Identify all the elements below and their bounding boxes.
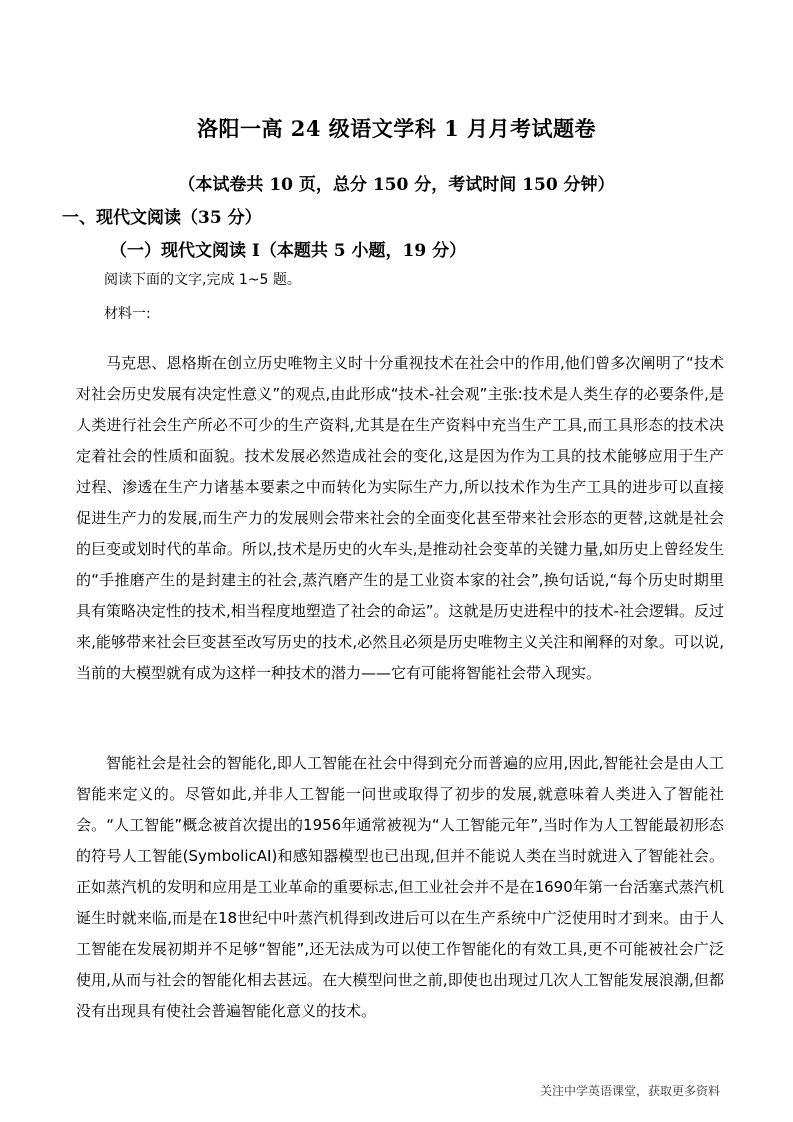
material-label: 材料一: (104, 306, 151, 322)
body-paragraph: 马克思、恩格斯在创立历史唯物主义时十分重视技术在社会中的作用,他们曾多次阐明了“技术对社会历史发展有决定性意义”的观点,由此形成“技术-社会观”主张:技术是人类生存的必要条件,是人类进行社会生产所必不可少的生产资料,尤其是在生产资料中充当生产工具,而工具形态的技术决定着社会的性质和面貌。技术发展必然造成社会的变化,这是因为作为工具的技术能够应用于生产过程、渗透在生产力诸基本要素之中而转化为实际生产力,所以技术作为生产工具的进步可以直接促进生产力的发展,而生产力的发展则会带来社会的全面变化甚至带来社会形态的更替,这就是社会的巨变或划时代的革命。所以,技术是历史的火车头,是推动社会变革的关键力量,如历史上曾经发生的“手推磨产生的是封建主的社会,蒸汽磨产生的是工业资本家的社会”,换句话说,“每个历史时期里具有策略决定性的技术,相当程度地塑造了社会的命运”。这就是历史进程中的技术-社会逻辑。反过来,能够带来社会巨变甚至改写历史的技术,必然且必须是历史唯物主义关注和阐释的对象。可以说,当前的大模型就有成为这样一种技术的潜力——它有可能将智能社会带入现实。 (76, 354, 724, 682)
reading-instruction: 阅读下面的文字,完成 1~5 题。 (104, 272, 301, 288)
exam-subtitle: （本试卷共 10 页，总分 150 分，考试时间 150 分钟） (178, 175, 615, 195)
exam-title: 洛阳一高 24 级语文学科 1 月月考试题卷 (196, 116, 597, 141)
footer-note: 关注中学英语课堂，获取更多资料 (539, 1084, 720, 1098)
body-paragraph: 智能社会是社会的智能化,即人工智能在社会中得到充分而普遍的应用,因此,智能社会是由人工智能来定义的。尽管如此,并非人工智能一问世或取得了初步的发展,就意味着人类进入了智能社会。“人工智能”概念被首次提出的1956年通常被视为“人工智能元年”,当时作为人工智能最初形态的符号人工智能(SymbolicAI)和感知器模型也已出现,但并不能说人类在当时就进入了智能社会。正如蒸汽机的发明和应用是工业革命的重要标志,但工业社会并不是在1690年第一台活塞式蒸汽机诞生时就来临,而是在18世纪中叶蒸汽机得到改进后可以在生产系统中广泛使用时才到来。由于人工智能在发展初期并不足够“智能”,还无法成为可以使工作智能化的有效工具,更不可能被社会广泛使用,从而与社会的智能化相去甚远。在大模型问世之前,即使也出现过几次人工智能发展浪潮,但都没有出现具有使社会普遍智能化意义的技术。 (76, 754, 724, 1020)
sub-section-heading: （一）现代文阅读 I（本题共 5 小题，19 分） (110, 241, 467, 261)
section-heading: 一、现代文阅读（35 分） (62, 208, 262, 228)
